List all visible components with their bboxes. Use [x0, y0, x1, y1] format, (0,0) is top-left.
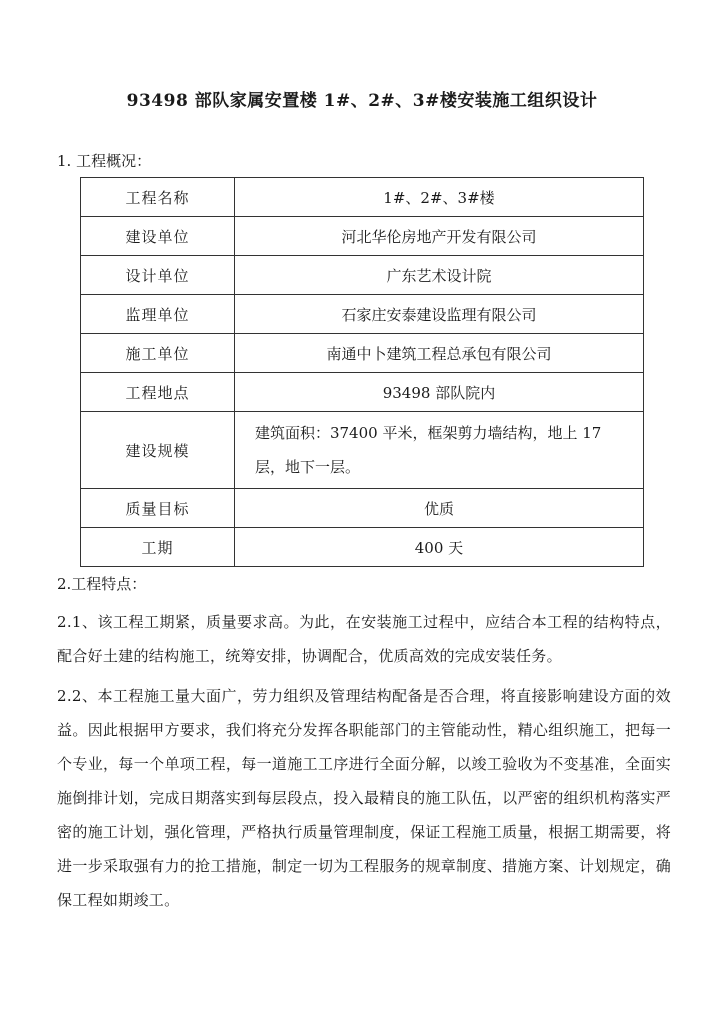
row-value: 1#、2#、3#楼 — [234, 178, 643, 217]
table-row — [81, 256, 644, 295]
row-label: 工期 — [81, 528, 235, 567]
table-row — [81, 295, 644, 334]
table-row — [81, 528, 644, 567]
project-info-table — [80, 177, 644, 567]
row-value: 优质 — [234, 489, 643, 528]
row-label: 工程地点 — [81, 373, 235, 412]
paragraph-2-1: 2.1、该工程工期紧，质量要求高。为此，在安装施工过程中，应结合本工程的结构特点，配合好土建的结构施工，统筹安排，协调配合，优质高效的完成安装任务。 — [57, 613, 671, 665]
table-row — [81, 412, 644, 489]
row-value: 400 天 — [234, 528, 643, 567]
paragraph-2-2: 2.2、本工程施工量大面广，劳力组织及管理结构配备是否合理，将直接影响建设方面的效益。因此根据甲方要求，我们将充分发挥各职能部门的主管能动性，精心组织施工，把每一个专业，每一个单项工程，每一道施工工序进行全面分解，以竣工验收为不变基准，全面实施倒排计划，完成日期落实到每层段点，投入最精良的施工队伍，以严密的组织机构落实严密的施工计划，强化管理，严格执行质量管理制度，保证工程施工质量，根据工期需要，将进一步采取强有力的抢工措施，制定一切为工程服务的规章制度、措施方案、计划规定，确保工程如期竣工。 — [57, 687, 671, 909]
row-label: 工程名称 — [81, 178, 235, 217]
row-label: 质量目标 — [81, 489, 235, 528]
row-value: 河北华伦房地产开发有限公司 — [234, 217, 643, 256]
row-label: 施工单位 — [81, 334, 235, 373]
table-row — [81, 489, 644, 528]
section-2-heading: 2.工程特点： — [57, 575, 147, 593]
row-label: 设计单位 — [81, 256, 235, 295]
row-value: 广东艺术设计院 — [234, 256, 643, 295]
table-row — [81, 373, 644, 412]
table-row — [81, 334, 644, 373]
section-1-heading: 1. 工程概况： — [57, 152, 152, 170]
row-label: 监理单位 — [81, 295, 235, 334]
row-label: 建设规模 — [81, 412, 235, 489]
document-title: 93498 部队家属安置楼 1#、2#、3#楼安装施工组织设计 — [126, 91, 598, 111]
row-label: 建设单位 — [81, 217, 235, 256]
table-row — [81, 217, 644, 256]
row-value: 石家庄安泰建设监理有限公司 — [234, 295, 643, 334]
row-value: 93498 部队院内 — [234, 373, 643, 412]
row-value: 南通中卜建筑工程总承包有限公司 — [234, 334, 643, 373]
row-value: 建筑面积：37400 平米，框架剪力墙结构，地上 17 层，地下一层。 — [234, 412, 643, 489]
table-row — [81, 178, 644, 217]
